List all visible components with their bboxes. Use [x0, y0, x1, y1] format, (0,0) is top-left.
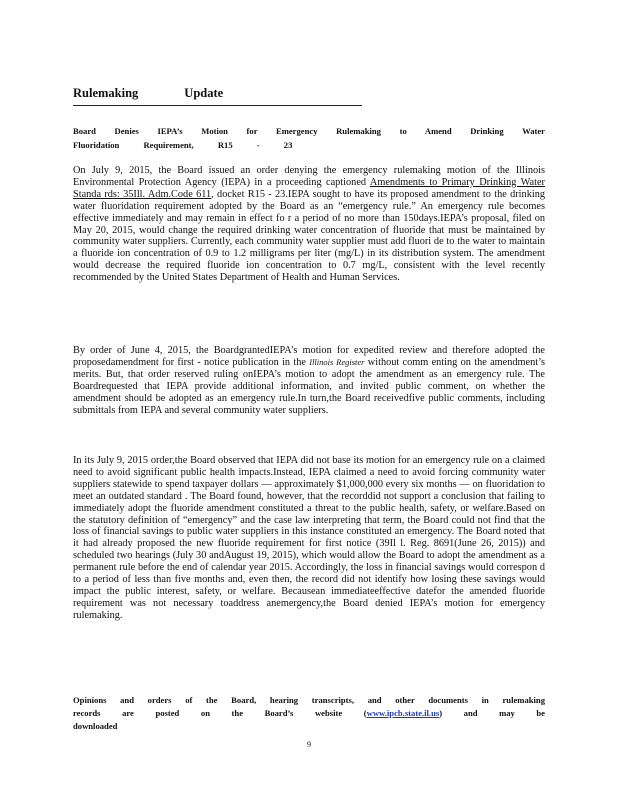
page-number: 9 [307, 740, 311, 749]
footer-line-2-text-b: ) and may be downloaded [73, 708, 545, 731]
docket-caption-link[interactable]: Amendments to Primary Drinking Water Standa rds: 35Ill. Adm.Code 611 [73, 176, 545, 200]
subheading-line-1: Board Denies IEPA’s Motion for Emergency Rulemaking to Amend Drinking Water [73, 126, 545, 136]
paragraph-2-text-a: By order of June 4, 2015, the BoardgrantedIEPA’s motion for expedited review and therefore adopted the proposedamendment for first - notice publication in the [73, 345, 545, 368]
paragraph-3: In its July 9, 2015 order,the Board observed that IEPA did not base its motion for an emergency rule on a claimed need to avoid significant public health impacts.Instead, IEPA claimed a need to avoid forcing community water suppliers statewide to spend taxpayer dollars — approximately $1,000,000 every six months — on fluoridation to meet an outdated standard . The Board found, however, that the recorddid not support a conclusion that failing to immediately adopt the fluoride amendment constituted a threat to the public health, safety, or welfare.Based on the statutory definition of “emergency” and the case law interpreting that term, the Board could not find that the loss of financial savings to public water suppliers in this instance constituted an emergency. The Board noted that it had already proposed the new fluoride requirement for first notice (39Il l. Reg. 8691(June 26, 2015)) and scheduled two hearings (July 30 andAugust 19, 2015), which would allow the Board to adopt the amendment as a permanent rule before the end of calendar year 2015. Accordingly, the loss in financial savings would correspon d to a period of less than five months and, even then, the record did not identify how losing these savings would impact the public interest, safety, or welfare. Becausean immediateeffective datefor the amended fluoride requirement was not necessary toaddress anemergency,the Board denied IEPA’s motion for emergency rulemaking. [73, 455, 545, 621]
article-subheading [73, 124, 545, 152]
heading-underline [73, 105, 362, 106]
heading-word-rulemaking: Rulemaking [73, 86, 139, 100]
footer-line-1: Opinions and orders of the Board, hearing transcripts, and other documents in rulemaking [73, 695, 545, 705]
paragraph-1 [73, 165, 545, 284]
footer-line-2-text-a: records are posted on the Board’s website ( [73, 708, 367, 718]
footer-line-2 [73, 707, 545, 733]
board-website-link[interactable]: www.ipcb.state.il.us [366, 708, 440, 718]
paragraph-1-text-a: On July 9, 2015, the Board issued an order denying the emergency rulemaking motion of the Illinois Environmental Protection Agency (IEPA) in a proceeding captioned [73, 165, 545, 188]
illinois-register-title: Illinois Register [309, 356, 365, 367]
paragraph-2-text-b: without comm enting on the amendment’s merits. But, that order reserved ruling onIEPA’s motion to adopt the amendment as an emergency rule. The Boardrequested that IEPA provide additional information, and invited public comment, on whether the amendment should be adopted as an emergency rule.In turn,the Board receivedfive public comments, including submittals from IEPA and several community water suppliers. [73, 356, 545, 416]
paragraph-2 [73, 345, 545, 416]
paragraph-1-text-b: , docket R15 - 23.IEPA sought to have its proposed amendment to the drinking water fluoridation requirement adopted by the Board as an “emergency rule.” An emergency rule becomes effective immediately and may remain in effect fo r a period of no more than 150days.IEPA’s proposal, filed on May 20, 2015, would change the required drinking water concentration of fluoride that must be maintained by community water suppliers. Currently, each community water supplier must add fluori de to the water to maintain a fluoride ion concentration of 0.9 to 1.2 milligrams per liter (mg/L) in its distribution system. The amendment would decrease the required fluoride ion concentration to 0.7 mg/L, consistent with the level recently recommended by the United States Department of Health and Human Services. [73, 188, 545, 284]
subheading-line-2: Fluoridation Requirement, R15 - 23 [73, 140, 293, 150]
heading-word-update: Update [184, 86, 224, 100]
section-heading [73, 86, 223, 101]
footer-note [73, 694, 545, 733]
